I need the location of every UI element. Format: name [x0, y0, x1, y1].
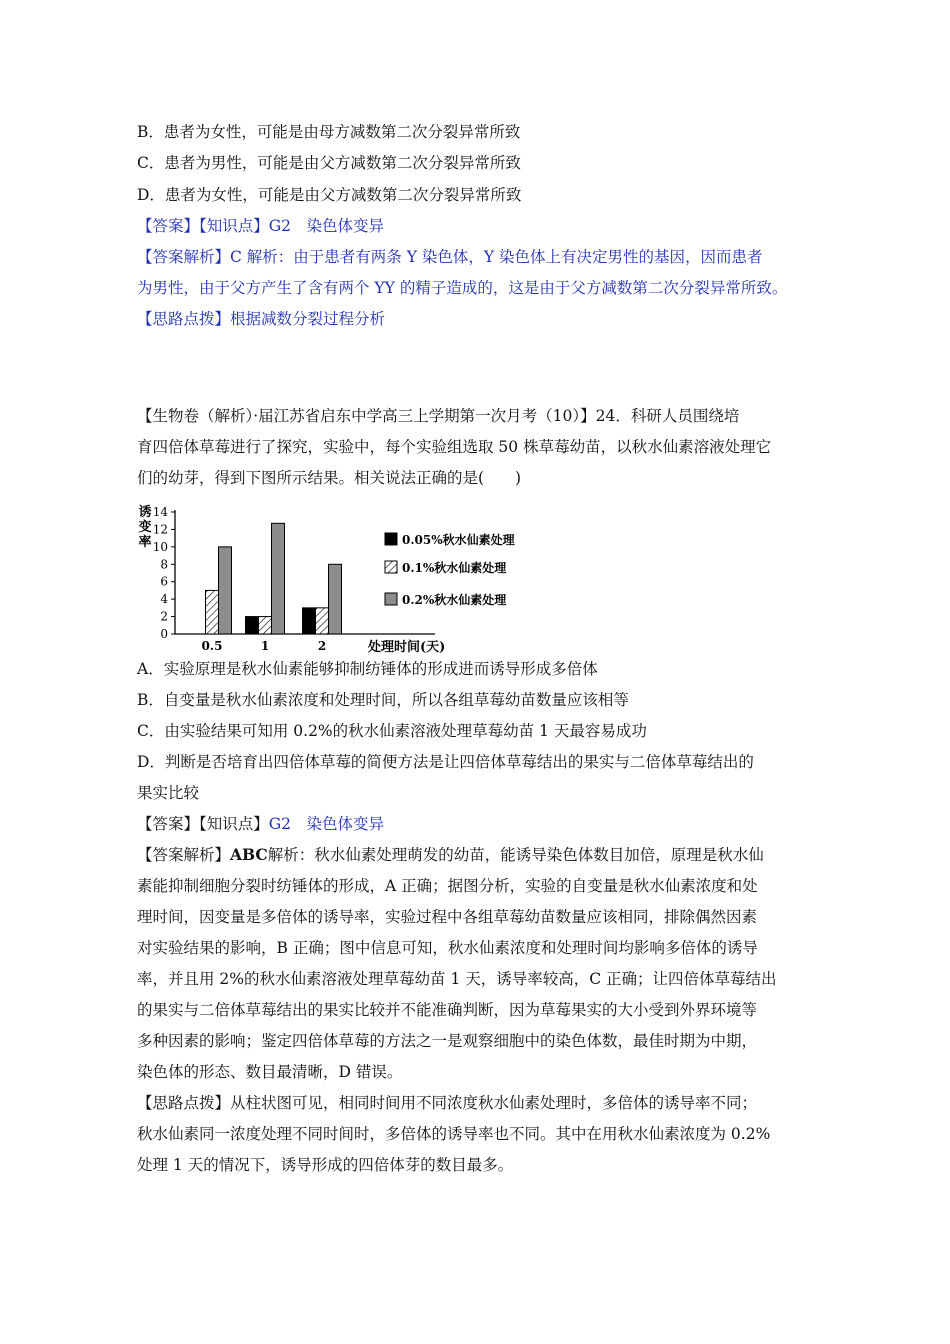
answer-tag: 【答案】【知识点】	[137, 815, 269, 833]
q2-option-b: B．自变量是秋水仙素浓度和处理时间，所以各组草莓幼苗数量应该相等	[137, 691, 629, 709]
q2-analysis-line-2: 素能抑制细胞分裂时纺锤体的形成，A 正确；据图分析，实验的自变量是秋水仙素浓度和处	[137, 877, 758, 895]
y-tick-label: 6	[160, 574, 168, 589]
y-tick-label: 10	[152, 539, 168, 554]
x-axis-label: 处理时间(天)	[368, 640, 446, 655]
q2-analysis-line-8: 染色体的形态、数目最清晰，D 错误。	[137, 1063, 403, 1081]
q2-analysis-line-6: 的果实与二倍体草莓结出的果实比较并不能准确判断，因为草莓果实的大小受到外界环境等	[137, 1001, 758, 1019]
kp-code: G2	[268, 217, 292, 235]
analysis-label: 【答案解析】	[137, 846, 231, 864]
q2-analysis-line-3: 理时间，因变量是多倍体的诱导率，实验过程中各组草莓幼苗数量应该相同，排除偶然因素	[137, 908, 758, 926]
x-tick-label: 2	[317, 639, 327, 653]
answer-tag: 【答案】【知识点】	[137, 217, 269, 235]
x-tick-label: 0.5	[201, 639, 223, 653]
analysis-line-1	[137, 246, 763, 268]
bar-chart-svg	[135, 500, 535, 660]
q2-option-a: A．实验原理是秋水仙素能够抑制纺锤体的形成进而诱导形成多倍体	[137, 660, 598, 678]
y-tick-label: 8	[160, 557, 168, 572]
analysis-label: 【答案解析】	[137, 248, 231, 266]
legend-swatch	[385, 561, 397, 573]
legend-label: 0.05%秋水仙素处理	[402, 533, 515, 547]
hint-text: 根据减数分裂过程分析	[230, 310, 386, 328]
bar	[206, 590, 219, 634]
y-axis-label-char: 率	[138, 535, 152, 550]
legend-swatch	[385, 593, 397, 605]
x-tick-label: 1	[260, 639, 270, 653]
q2-stem-line-1: 【生物卷（解析）·届江苏省启东中学高三上学期第一次月考（10）】24．科研人员围绕培	[137, 407, 740, 425]
q2-option-c: C．由实验结果可知用 0.2%的秋水仙素溶液处理草莓幼苗 1 天最容易成功	[137, 722, 647, 740]
analysis-answer: ABC	[230, 845, 268, 864]
q2-answer-knowledge-line	[137, 813, 384, 835]
analysis-text: 解析：秋水仙素处理萌发的幼苗，能诱导染色体数目加倍，原理是秋水仙	[267, 846, 764, 864]
q2-hint-line-3: 处理 1 天的情况下，诱导形成的四倍体芽的数目最多。	[137, 1156, 514, 1174]
option-c: C．患者为男性，可能是由父方减数第二次分裂异常所致	[137, 154, 521, 172]
answer-knowledge-line	[137, 215, 384, 237]
bar	[259, 617, 272, 634]
q2-option-d-line-2: 果实比较	[137, 784, 200, 802]
legend-label: 0.1%秋水仙素处理	[402, 561, 507, 575]
hint-text: 从柱状图可见，相同时间用不同浓度秋水仙素处理时，多倍体的诱导率不同；	[230, 1094, 758, 1112]
legend-label: 0.2%秋水仙素处理	[402, 593, 507, 607]
hint-label: 【思路点拨】	[137, 1094, 231, 1112]
y-tick-label: 2	[160, 609, 168, 624]
q2-hint-line-2: 秋水仙素同一浓度处理不同时间时，多倍体的诱导率也不同。其中在用秋水仙素浓度为 0.2%	[137, 1125, 771, 1143]
analysis-text: C 解析：由于患者有两条 Y 染色体，Y 染色体上有决定男性的基因，因而患者	[230, 248, 763, 266]
q2-hint-line-1	[137, 1092, 757, 1114]
q2-stem-line-3: 们的幼芽，得到下图所示结果。相关说法正确的是( )	[137, 469, 522, 487]
kp-name: 染色体变异	[306, 815, 385, 833]
hint-line	[137, 308, 385, 330]
analysis-line-2: 为男性，由于父方产生了含有两个 YY 的精子造成的，这是由于父方减数第二次分裂异常所致。	[137, 279, 788, 297]
y-tick-label: 4	[160, 592, 168, 607]
induction-rate-chart	[135, 500, 535, 660]
option-d: D．患者为女性，可能是由父方减数第二次分裂异常所致	[137, 186, 522, 204]
bar	[329, 564, 342, 634]
option-b: B．患者为女性，可能是由母方减数第二次分裂异常所致	[137, 123, 521, 141]
q2-analysis-line-4: 对实验结果的影响，B 正确；图中信息可知，秋水仙素浓度和处理时间均影响多倍体的诱导	[137, 939, 758, 957]
q2-analysis-line-5: 率，并且用 2%的秋水仙素溶液处理草莓幼苗 1 天，诱导率较高，C 正确；让四倍体草莓结出	[137, 970, 777, 988]
bar	[246, 617, 259, 634]
q2-analysis-line-7: 多种因素的影响；鉴定四倍体草莓的方法之一是观察细胞中的染色体数，最佳时期为中期，	[137, 1032, 758, 1050]
y-axis-label-char: 变	[138, 520, 152, 535]
y-axis-label-char: 诱	[138, 505, 152, 520]
y-tick-label: 12	[152, 522, 168, 537]
bar	[303, 608, 316, 634]
q2-analysis-line-1	[137, 844, 764, 866]
kp-code: G2	[268, 815, 292, 833]
bar	[316, 608, 329, 634]
hint-label: 【思路点拨】	[137, 310, 231, 328]
legend-swatch	[385, 533, 397, 545]
kp-name: 染色体变异	[306, 217, 385, 235]
bar	[219, 547, 232, 634]
y-tick-label: 14	[152, 505, 168, 519]
q2-stem-line-2: 育四倍体草莓进行了探究，实验中，每个实验组选取 50 株草莓幼苗，以秋水仙素溶液处理它	[137, 438, 772, 456]
y-tick-label: 0	[160, 627, 168, 641]
bar	[272, 523, 285, 634]
q2-option-d-line-1: D．判断是否培育出四倍体草莓的简便方法是让四倍体草莓结出的果实与二倍体草莓结出的	[137, 753, 754, 771]
